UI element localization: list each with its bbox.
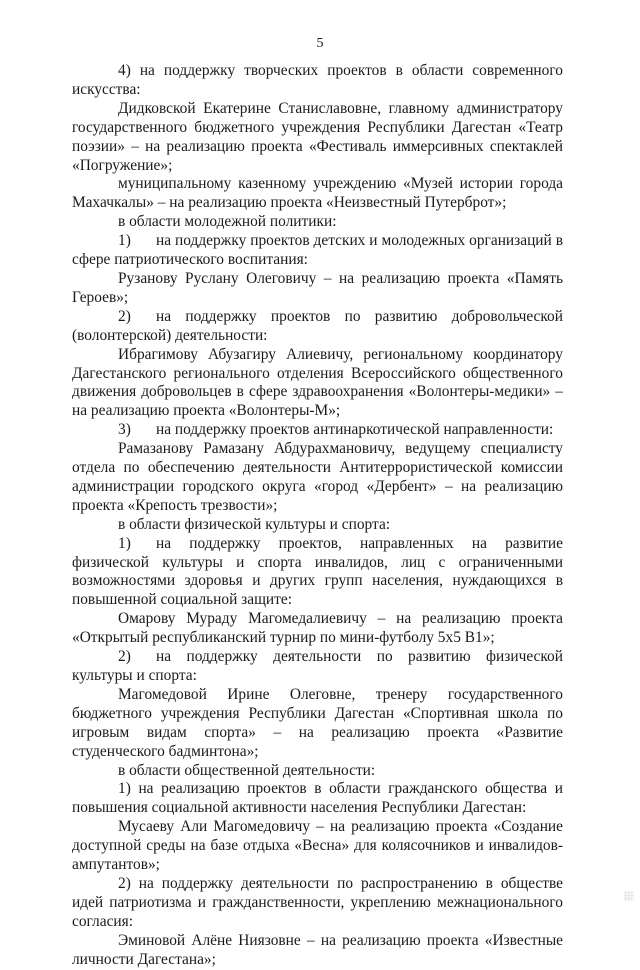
paragraph: Рузанову Руслану Олеговичу – на реализацию проекта «Память Героев»; (72, 269, 563, 306)
item-text: на поддержку проектов детских и молодежных организаций в сфере патриотического воспитания: (72, 232, 563, 269)
document-body (72, 62, 563, 970)
numbered-paragraph (72, 648, 563, 686)
paragraph: в области молодежной политики: (118, 213, 337, 231)
paragraph: Ибрагимову Абузагиру Алиевичу, региональному координатору Дагестанского регионального отделения Всероссийского общественного движения добровольцев в сфере здравоохранения «Волонтеры-медики» – на реализацию проекта «Волонтеры-М»; (72, 345, 563, 420)
paragraph: в области общественной деятельности: (118, 761, 376, 779)
paragraph: Рамазанову Рамазану Абдурахмановичу, ведущему специалисту отдела по обеспечению деятельности Антитеррористической комиссии администрации городского округа «город «Дербент» – на реализацию проекта «Крепость трезвости»; (72, 440, 563, 514)
item-number: 1) (118, 232, 131, 250)
page-number: 5 (316, 36, 324, 51)
item-number: 2) (118, 648, 131, 666)
numbered-paragraph (72, 232, 563, 270)
paragraph: Омарову Мураду Магомедалиевичу – на реализацию проекта «Открытый республиканский турнир по мини-футболу 5х5 В1»; (72, 610, 563, 647)
paragraph: 2) на поддержку деятельности по распространению в обществе идей патриотизма и гражданственности, укреплению межнационального согласия: (72, 874, 563, 930)
paragraph: 4) на поддержку творческих проектов в области современного искусства: (72, 62, 563, 98)
paragraph: Мусаеву Али Магомедовичу – на реализацию проекта «Создание доступной среды на базе отдыха «Весна» для колясочников и инвалидов-ампутантов»; (72, 818, 563, 874)
paragraph: Магомедовой Ирине Олеговне, тренеру государственного бюджетного учреждения Республики Дагестан «Спортивная школа по игровым видам спорта» – на реализацию проекта «Развитие студенческого бадминтона»; (72, 685, 563, 760)
paragraph: в области физической культуры и спорта: (118, 515, 391, 533)
numbered-paragraph (72, 535, 563, 611)
paragraph: муниципальному казенному учреждению «Музей истории города Махачкалы» – на реализацию проекта «Неизвестный Путерброт»; (72, 175, 563, 212)
item-number: 3) (118, 421, 131, 439)
item-text: на поддержку проектов по развитию добровольческой (волонтерской) деятельности: (72, 307, 563, 344)
paragraph: Дидковской Екатерине Станиславовне, главному администратору государственного бюджетного учреждения Республики Дагестан «Театр поэзии» – на реализацию проекта «Фестиваль иммерсивных спектаклей «Погружение»; (72, 99, 563, 174)
item-text: на поддержку проектов, направленных на развитие физической культуры и спорта инвалидов, лиц с ограниченными возможностями здоровья и других групп населения, нуждающихся в повышенной социальной защите: (72, 534, 563, 609)
item-text: на поддержку деятельности по развитию физической культуры и спорта: (72, 648, 563, 684)
numbered-paragraph (72, 421, 563, 440)
item-text: на поддержку проектов антинаркотической направленности: (156, 421, 554, 439)
paragraph: 1) на реализацию проектов в области гражданского общества и повышения социальной активности населения Республики Дагестан: (72, 780, 563, 817)
item-number: 1) (118, 534, 131, 552)
item-number: 2) (118, 307, 131, 325)
numbered-paragraph (72, 308, 563, 346)
paragraph: Эминовой Алёне Ниязовне – на реализацию проекта «Известные личности Дагестана»; (72, 931, 563, 968)
